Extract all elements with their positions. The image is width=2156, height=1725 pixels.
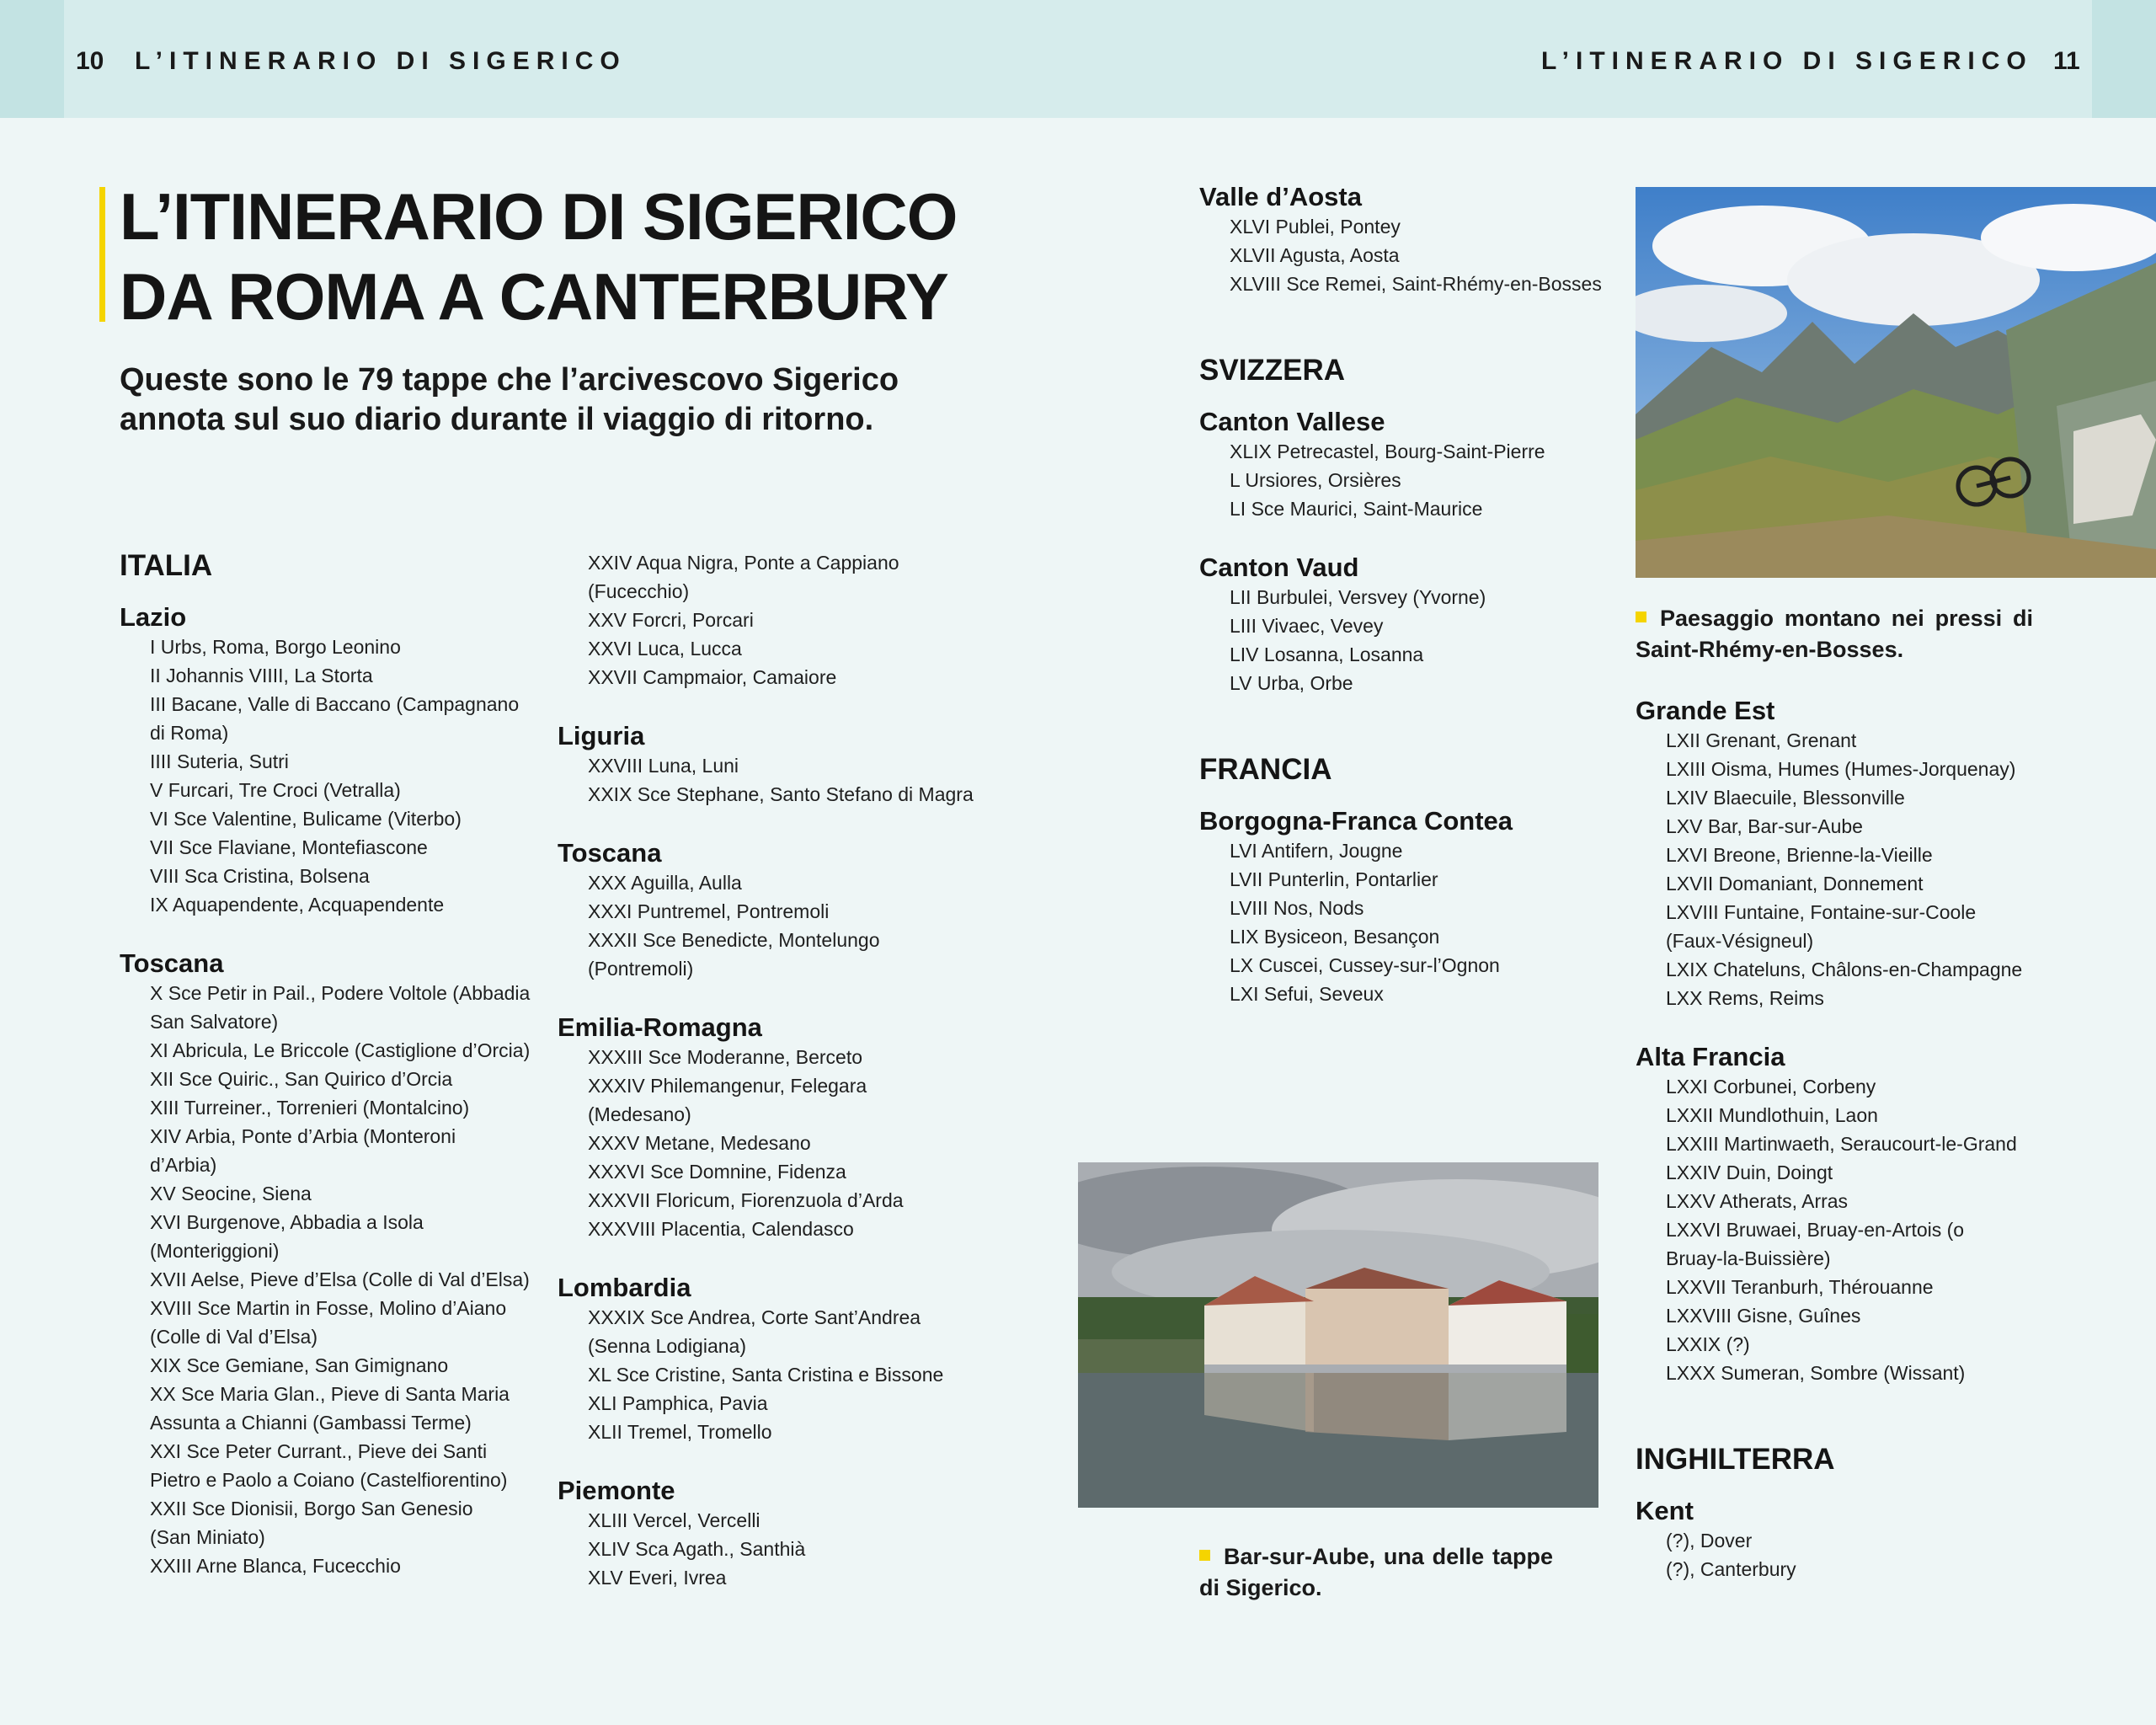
spacer xyxy=(558,1446,995,1475)
stage-entry: (Medesano) xyxy=(588,1103,691,1125)
region-heading-piemonte: Piemonte xyxy=(558,1476,675,1505)
stage-entry: XLII Tremel, Tromello xyxy=(588,1421,772,1443)
spacer xyxy=(1199,523,1637,552)
mountain-photo-illustration xyxy=(1636,187,2156,578)
stage-entry: XVIII Sce Martin in Fosse, Molino d’Aiano xyxy=(150,1297,507,1319)
stage-entry: XXII Sce Dionisii, Borgo San Genesio xyxy=(150,1498,473,1519)
stage-entry: LX Cuscei, Cussey-sur-l’Ognon xyxy=(1230,954,1500,976)
stage-entry: LIV Losanna, Losanna xyxy=(1230,644,1424,665)
stage-entry: IIII Suteria, Sutri xyxy=(150,750,289,772)
stage-entry: XXV Forcri, Porcari xyxy=(588,609,754,631)
country-heading-inghilterra: INGHILTERRA xyxy=(1636,1443,1835,1476)
stage-entry: (Monteriggioni) xyxy=(150,1240,280,1262)
stage-entry: XLIX Petrecastel, Bourg-Saint-Pierre xyxy=(1230,441,1545,462)
stage-entry: LV Urba, Orbe xyxy=(1230,672,1353,694)
stage-entry: XLV Everi, Ivrea xyxy=(588,1567,727,1589)
stage-entry: LXXI Corbunei, Corbeny xyxy=(1666,1076,1876,1097)
stage-entry: LXXIX (?) xyxy=(1666,1333,1750,1355)
stage-entry: LXXIII Martinwaeth, Seraucourt-le-Grand xyxy=(1666,1133,2017,1155)
stage-entry: IX Aquapendente, Acquapendente xyxy=(150,894,445,916)
stage-entry: LIII Vivaec, Vevey xyxy=(1230,615,1384,637)
stage-entry: Pietro e Paolo a Coiano (Castelfiorentino) xyxy=(150,1469,508,1491)
stage-entry: I Urbs, Roma, Borgo Leonino xyxy=(150,636,401,658)
stage-entry: XLI Pamphica, Pavia xyxy=(588,1392,768,1414)
stage-entry: XXXVI Sce Domnine, Fidenza xyxy=(588,1161,846,1183)
region-heading-toscana: Toscana xyxy=(120,948,224,978)
stage-entry: (Pontremoli) xyxy=(588,958,694,980)
stage-entry: LXVII Domaniant, Donnement xyxy=(1666,873,1924,895)
stage-entry: LVIII Nos, Nods xyxy=(1230,897,1364,919)
stage-entry: (San Miniato) xyxy=(150,1526,265,1548)
stage-entry: XXXVIII Placentia, Calendasco xyxy=(588,1218,854,1240)
stage-entry: LXXVI Bruwaei, Bruay-en-Artois (o xyxy=(1666,1219,1965,1241)
stage-entry: XL Sce Cristine, Santa Cristina e Bissone xyxy=(588,1364,944,1386)
stage-entry: XXXIV Philemangenur, Felegara xyxy=(588,1075,867,1097)
running-title-right: L’ITINERARIO DI SIGERICO xyxy=(1541,47,2033,75)
stage-entry: XII Sce Quiric., San Quirico d’Orcia xyxy=(150,1068,453,1090)
stage-entry: XV Seocine, Siena xyxy=(150,1183,312,1204)
spacer xyxy=(1199,298,1637,352)
region-heading-grande-est: Grande Est xyxy=(1636,696,1775,725)
stage-entry: VIII Sca Cristina, Bolsena xyxy=(150,865,370,887)
stage-entry: XXX Aguilla, Aulla xyxy=(588,872,742,894)
stage-entry: XLVI Publei, Pontey xyxy=(1230,216,1401,238)
region-heading-alta-francia: Alta Francia xyxy=(1636,1042,1785,1071)
mountain-caption-text: Paesaggio montano nei pressi di Saint-Rhémy-en-Bosses. xyxy=(1636,606,2033,662)
stage-entry: XIX Sce Gemiane, San Gimignano xyxy=(150,1354,449,1376)
region-heading-canton-vallese: Canton Vallese xyxy=(1199,407,1385,436)
stage-entry: XIII Turreiner., Torrenieri (Montalcino) xyxy=(150,1097,470,1119)
stage-entry: LII Burbulei, Versvey (Yvorne) xyxy=(1230,586,1486,608)
stage-entry: LXIX Chateluns, Châlons-en-Champagne xyxy=(1666,959,2023,980)
country-heading-svizzera: SVIZZERA xyxy=(1199,354,1346,387)
spacer xyxy=(558,809,995,837)
stage-entry: Bruay-la-Buissière) xyxy=(1666,1247,1831,1269)
stage-entry: LXVI Breone, Brienne-la-Vieille xyxy=(1666,844,1933,866)
stage-entry: XXXV Metane, Medesano xyxy=(588,1132,811,1154)
stage-entry: LVII Punterlin, Pontarlier xyxy=(1230,868,1438,890)
stage-entry: XXXI Puntremel, Pontremoli xyxy=(588,900,830,922)
column-francia-inghilterra xyxy=(1636,695,2107,1583)
stage-entry: LXX Rems, Reims xyxy=(1666,987,1824,1009)
stage-entry: XLVII Agusta, Aosta xyxy=(1230,244,1400,266)
stage-entry: L Ursiores, Orsières xyxy=(1230,469,1401,491)
region-heading-lombardia: Lombardia xyxy=(558,1273,691,1302)
region-heading-canton-vaud: Canton Vaud xyxy=(1199,553,1359,582)
stage-entry: XXVI Luca, Lucca xyxy=(588,638,742,660)
region-heading-emilia-romagna: Emilia-Romagna xyxy=(558,1012,762,1042)
stage-entry: LXII Grenant, Grenant xyxy=(1666,729,1857,751)
region-heading-toscana: Toscana xyxy=(558,838,662,868)
mountain-photo xyxy=(1636,187,2156,578)
stage-entry: X Sce Petir in Pail., Podere Voltole (Abbadia xyxy=(150,982,531,1004)
spacer xyxy=(1636,1387,2107,1441)
stage-entry: LXIV Blaecuile, Blessonville xyxy=(1666,787,1905,809)
stage-entry: San Salvatore) xyxy=(150,1011,279,1033)
region-heading-lazio: Lazio xyxy=(120,602,187,632)
village-photo-illustration xyxy=(1078,1162,1598,1508)
stage-entry: XIV Arbia, Ponte d’Arbia (Monteroni xyxy=(150,1125,456,1147)
stage-entry: XXXVII Floricum, Fiorenzuola d’Arda xyxy=(588,1189,904,1211)
column-italia xyxy=(120,547,532,1580)
stage-entry: LXXVII Teranburh, Thérouanne xyxy=(1666,1276,1934,1298)
stage-entry: XLIV Sca Agath., Santhià xyxy=(588,1538,806,1560)
spacer xyxy=(1199,697,1637,751)
stage-entry: VI Sce Valentine, Bulicame (Viterbo) xyxy=(150,808,462,830)
stage-entry: XXVIII Luna, Luni xyxy=(588,755,739,777)
stage-entry: LXXX Sumeran, Sombre (Wissant) xyxy=(1666,1362,1966,1384)
running-title-left: L’ITINERARIO DI SIGERICO xyxy=(135,47,627,75)
spacer xyxy=(120,919,532,948)
page-title xyxy=(120,177,957,337)
subtitle: Queste sono le 79 tappe che l’arcivescovo Sigerico annota sul suo diario durante il viaggio di ritorno. xyxy=(120,362,899,437)
region-heading-borgogna-franca-contea: Borgogna-Franca Contea xyxy=(1199,806,1513,836)
country-heading-italia: ITALIA xyxy=(120,549,213,582)
stage-entry: VII Sce Flaviane, Montefiascone xyxy=(150,836,428,858)
column-svizzera-francia xyxy=(1199,181,1637,1008)
village-caption-text: Bar-sur-Aube, una delle tappe di Sigerico. xyxy=(1199,1544,1553,1600)
stage-entry: LIX Bysiceon, Besançon xyxy=(1230,926,1440,948)
caption-bullet xyxy=(1636,611,1646,622)
column-italia-continued xyxy=(558,548,995,1592)
region-heading-liguria: Liguria xyxy=(558,721,645,750)
stage-entry: LXIII Oisma, Humes (Humes-Jorquenay) xyxy=(1666,758,2016,780)
title-accent-bar xyxy=(99,187,105,322)
stage-entry: (Senna Lodigiana) xyxy=(588,1335,746,1357)
stage-entry: XXIX Sce Stephane, Santo Stefano di Magra xyxy=(588,783,974,805)
stage-entry: d’Arbia) xyxy=(150,1154,217,1176)
stage-entry: XXVII Campmaior, Camaiore xyxy=(588,666,837,688)
spacer xyxy=(558,1243,995,1272)
village-photo xyxy=(1078,1162,1598,1508)
stage-entry: II Johannis VIIII, La Storta xyxy=(150,665,373,686)
stage-entry: LVI Antifern, Jougne xyxy=(1230,840,1403,862)
caption-bullet xyxy=(1199,1550,1210,1561)
stage-entry: XXXIX Sce Andrea, Corte Sant’Andrea xyxy=(588,1306,921,1328)
stage-entry: (Colle di Val d’Elsa) xyxy=(150,1326,318,1348)
stage-entry: XLIII Vercel, Vercelli xyxy=(588,1509,760,1531)
stage-entry: XXIII Arne Blanca, Fucecchio xyxy=(150,1555,401,1577)
stage-entry: XXXII Sce Benedicte, Montelungo xyxy=(588,929,880,951)
title-line-2: DA ROMA A CANTERBURY xyxy=(120,259,948,334)
stage-entry: III Bacane, Valle di Baccano (Campagnano xyxy=(150,693,520,715)
region-heading-kent: Kent xyxy=(1636,1496,1694,1525)
stage-entry: XX Sce Maria Glan., Pieve di Santa Maria xyxy=(150,1383,510,1405)
stage-entry: XXIV Aqua Nigra, Ponte a Cappiano xyxy=(588,552,899,574)
stage-entry: LI Sce Maurici, Saint-Maurice xyxy=(1230,498,1483,520)
spacer xyxy=(558,692,995,720)
stage-entry: V Furcari, Tre Croci (Vetralla) xyxy=(150,779,401,801)
stage-entry: (Fucecchio) xyxy=(588,580,690,602)
header-edge-right xyxy=(2092,0,2156,118)
stage-entry: LXXVIII Gisne, Guînes xyxy=(1666,1305,1861,1327)
stage-entry: XLVIII Sce Remei, Saint-Rhémy-en-Bosses xyxy=(1230,273,1602,295)
stage-entry: (?), Dover xyxy=(1666,1530,1753,1551)
stage-entry: XXXIII Sce Moderanne, Berceto xyxy=(588,1046,863,1068)
spacer xyxy=(1636,1012,2107,1041)
stage-entry: (Faux-Vésigneul) xyxy=(1666,930,1814,952)
stage-entry: di Roma) xyxy=(150,722,229,744)
stage-entry: XXI Sce Peter Currant., Pieve dei Santi xyxy=(150,1440,488,1462)
stage-entry: LXXV Atherats, Arras xyxy=(1666,1190,1849,1212)
stage-entry: LXXII Mundlothuin, Laon xyxy=(1666,1104,1878,1126)
page-number-left: 10 xyxy=(76,47,104,75)
title-line-1: L’ITINERARIO DI SIGERICO xyxy=(120,179,958,254)
region-heading-valle-d-aosta: Valle d’Aosta xyxy=(1199,182,1362,211)
country-heading-francia: FRANCIA xyxy=(1199,753,1332,786)
stage-entry: LXI Sefui, Seveux xyxy=(1230,983,1384,1005)
header-edge-left xyxy=(0,0,64,118)
stage-entry: Assunta a Chianni (Gambassi Terme) xyxy=(150,1412,472,1434)
stage-entry: XVI Burgenove, Abbadia a Isola xyxy=(150,1211,424,1233)
stage-entry: XVII Aelse, Pieve d’Elsa (Colle di Val d’Elsa) xyxy=(150,1268,530,1290)
page-number-right: 11 xyxy=(2053,47,2080,75)
mountain-photo-caption xyxy=(1636,603,2033,665)
stage-entry: LXV Bar, Bar-sur-Aube xyxy=(1666,815,1863,837)
stage-entry: LXVIII Funtaine, Fontaine-sur-Coole xyxy=(1666,901,1977,923)
village-photo-caption xyxy=(1199,1541,1553,1604)
stage-entry: LXXIV Duin, Doingt xyxy=(1666,1162,1833,1183)
stage-entry: (?), Canterbury xyxy=(1666,1558,1796,1580)
spacer xyxy=(558,983,995,1012)
stage-entry: XI Abricula, Le Briccole (Castiglione d’Orcia) xyxy=(150,1039,531,1061)
